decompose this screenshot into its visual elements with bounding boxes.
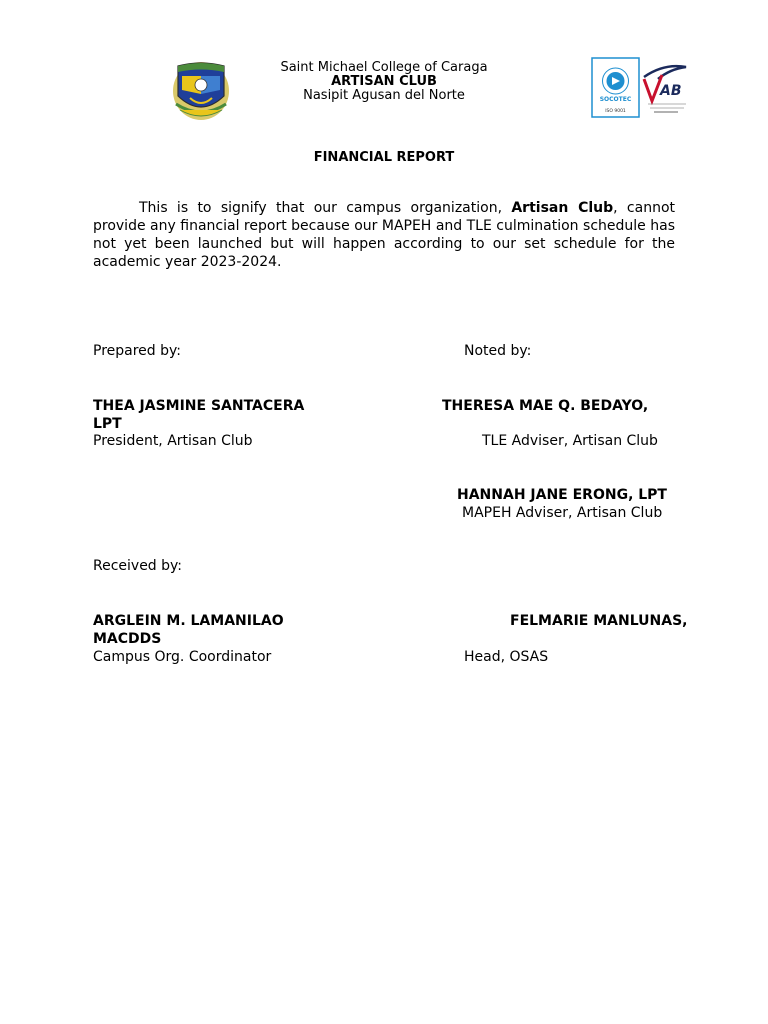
received-name-left-suffix: MACDDS <box>93 631 162 647</box>
ab-label: AB <box>660 83 682 99</box>
noted-name-2: HANNAH JANE ERONG, LPT <box>457 487 667 503</box>
club-name-inline: Artisan Club <box>511 200 614 216</box>
prepared-name: THEA JASMINE SANTACERA <box>93 398 305 414</box>
prepared-name-suffix: LPT <box>93 416 122 432</box>
received-name-left: ARGLEIN M. LAMANILAO <box>93 613 284 629</box>
prepared-role: President, Artisan Club <box>93 433 253 449</box>
received-role-right: Head, OSAS <box>464 649 549 665</box>
body-text-after: , cannot provide any financial report because our MAPEH and TLE culmination schedule has not yet been launched but will happen according to our set schedule for the academic year 2023-2024. <box>93 200 675 270</box>
school-location: Nasipit Agusan del Norte <box>303 88 465 103</box>
prepared-by-label: Prepared by: <box>93 343 181 359</box>
document-title: FINANCIAL REPORT <box>313 150 455 165</box>
body-paragraph <box>93 199 675 271</box>
body-text-before: This is to signify that our campus organization, <box>139 200 512 216</box>
received-role-left: Campus Org. Coordinator <box>93 649 272 665</box>
noted-role-1: TLE Adviser, Artisan Club <box>482 433 658 449</box>
noted-name-1: THERESA MAE Q. BEDAYO, <box>442 398 649 414</box>
iso-certification-icon <box>590 57 690 119</box>
socotec-label: SOCOTEC <box>599 96 632 103</box>
noted-by-label: Noted by: <box>464 343 532 359</box>
school-name: Saint Michael College of Caraga <box>280 60 488 75</box>
received-name-right: FELMARIE MANLUNAS, <box>510 613 688 629</box>
noted-role-2: MAPEH Adviser, Artisan Club <box>462 505 663 521</box>
received-by-label: Received by: <box>93 558 183 574</box>
iso-label: ISO 9001 <box>605 109 626 114</box>
club-name-header: ARTISAN CLUB <box>331 74 437 89</box>
